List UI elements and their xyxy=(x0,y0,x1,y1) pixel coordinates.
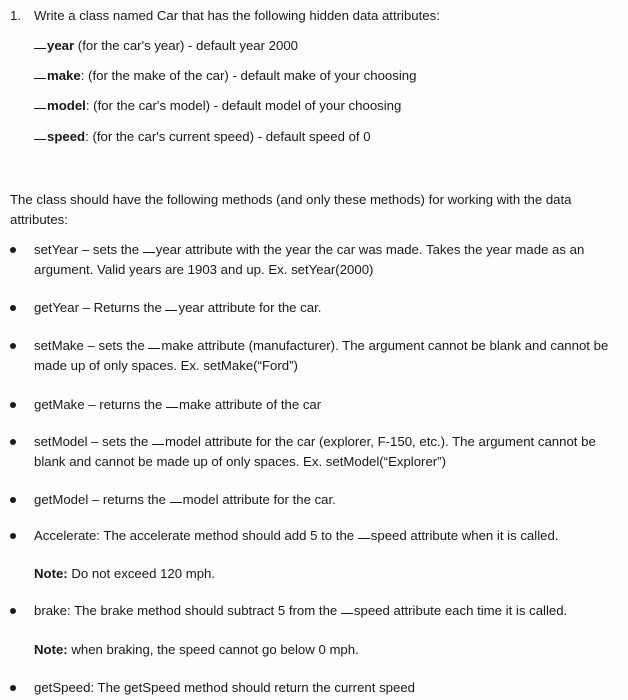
method-getyear: getYear – Returns the year attribute for the car. xyxy=(34,300,322,315)
underscore-mark xyxy=(341,613,353,614)
note-brake: Note: when braking, the speed cannot go below 0 mph. xyxy=(34,642,359,657)
bullet-icon xyxy=(10,685,16,691)
underscore-mark xyxy=(34,78,46,79)
underscore-mark xyxy=(165,310,177,311)
underscore-mark xyxy=(166,407,178,408)
method-accelerate: Accelerate: The accelerate method should add 5 to the speed attribute when it is called. xyxy=(34,528,559,543)
question-prompt: Write a class named Car that has the following hidden data attributes: xyxy=(34,8,440,23)
attribute-speed: speed: (for the car's current speed) - default speed of 0 xyxy=(34,129,371,144)
note-accelerate: Note: Do not exceed 120 mph. xyxy=(34,566,216,581)
underscore-mark xyxy=(34,139,46,140)
method-getmodel: getModel – returns the model attribute for the car. xyxy=(34,492,336,507)
attribute-make: make: (for the make of the car) - default make of your choosing xyxy=(34,68,416,83)
underscore-mark xyxy=(34,108,46,109)
bullet-icon xyxy=(10,305,16,311)
method-getspeed: getSpeed: The getSpeed method should return the current speed xyxy=(34,680,415,695)
attribute-model: model: (for the car's model) - default model of your choosing xyxy=(34,98,401,113)
method-brake: brake: The brake method should subtract 5 from the speed attribute each time it is called. xyxy=(34,603,568,618)
method-setmodel: setModel – sets the model attribute for the car (explorer, F-150, etc.). The argument cannot be blank and cannot be made up of only spaces. Ex. setModel(“Explorer”) xyxy=(34,434,596,469)
underscore-mark xyxy=(170,502,182,503)
underscore-mark xyxy=(358,538,370,539)
bullet-icon xyxy=(10,533,16,539)
underscore-mark xyxy=(143,252,155,253)
bullet-icon xyxy=(10,497,16,503)
method-getmake: getMake – returns the make attribute of the car xyxy=(34,397,322,412)
bullet-icon xyxy=(10,608,16,614)
bullet-icon xyxy=(10,247,16,253)
question-number: 1. xyxy=(10,8,21,23)
attribute-year: year (for the car's year) - default year 2000 xyxy=(34,38,298,53)
method-setmake: setMake – sets the make attribute (manufacturer). The argument cannot be blank and cannot be made up of only spaces. Ex. setMake(“Ford”) xyxy=(34,338,609,373)
bullet-icon xyxy=(10,439,16,445)
methods-intro: The class should have the following methods (and only these methods) for working with the data attributes: xyxy=(10,192,572,227)
underscore-mark xyxy=(152,444,164,445)
underscore-mark xyxy=(148,348,160,349)
method-setyear: setYear – sets the year attribute with the year the car was made. Takes the year made as an argument. Valid years are 1903 and up. Ex. setYear(2000) xyxy=(34,242,585,277)
underscore-mark xyxy=(34,48,46,49)
bullet-icon xyxy=(10,343,16,349)
bullet-icon xyxy=(10,402,16,408)
